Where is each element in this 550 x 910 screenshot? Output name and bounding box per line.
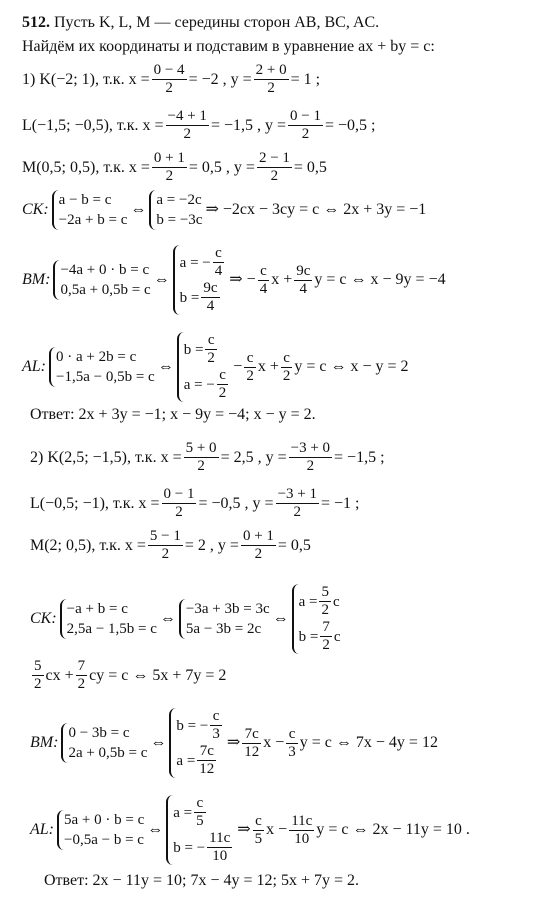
p1-k-pre: 1) K(−2; 1), т.к. x = <box>22 70 150 88</box>
p1-k-mid: = −2 , y = <box>188 70 252 88</box>
p1-bm-r-frac-1: $\frac{c}{4}$ <box>259 262 268 297</box>
p2-al-r1: ⇒ <box>237 821 251 838</box>
p2-ck-result-mid: cx + <box>45 666 74 684</box>
p2-ck-line <box>30 584 344 654</box>
p2-ck-system-2: −3a + 3b = 3c 5a − 3b = 2c <box>179 599 270 639</box>
p1-ck-arrow: ⇔ <box>130 201 147 218</box>
p1-ck-system-2: a = −2c b = −3c <box>149 190 202 230</box>
p1-bm-arrow: ⇔ <box>153 271 170 288</box>
p2-al-system-2: a = $\frac{c}{5}$ b = − $\frac{11c}{10}$ <box>166 795 234 865</box>
p1-al-r-frac-1: $\frac{c}{2}$ <box>246 349 254 384</box>
intro-line-2: Найдём их координаты и подставим в уравнение ax + by = c: <box>22 38 435 55</box>
p1-l-line <box>22 108 375 143</box>
p2-bm-label: BM: <box>30 734 59 751</box>
p2-k-mid: = 2,5 , y = <box>220 448 287 466</box>
p1-ck-result: ⇒ −2cx − 3cy = c ⇔ 2x + 3y = −1 <box>205 201 427 218</box>
p1-ck-system-1: a − b = c −2a + b = c <box>52 190 128 230</box>
p1-l-frac-y: $\frac{0 - 1}{2}$ <box>290 108 321 142</box>
p2-al-r-frac-1: $\frac{c}{5}$ <box>254 812 263 847</box>
p1-m-line <box>22 150 327 185</box>
p1-al-r-frac-2: $\frac{c}{2}$ <box>282 349 291 384</box>
p2-bm-r3: y = c ⇔ 7x − 4y = 12 <box>299 734 438 751</box>
p2-l-frac-y: $\frac{-3 + 1}{2}$ <box>277 486 317 520</box>
p2-ck-result-line <box>30 658 226 693</box>
p2-bm-line <box>30 708 438 778</box>
p2-m-frac-x: $\frac{5 - 1}{2}$ <box>149 528 181 562</box>
p2-bm-r-frac-1: $\frac{7c}{12}$ <box>244 725 260 760</box>
task-header <box>22 14 379 32</box>
p1-m-pre: M(0,5; 0,5), т.к. x = <box>22 158 150 176</box>
p2-al-r2: x − <box>266 821 288 838</box>
p1-al-system-1: 0 · a + 2b = c −1,5a − 0,5b = c <box>49 347 155 387</box>
p1-al-r3: y = c ⇔ x − y = 2 <box>294 358 409 375</box>
p2-bm-r2: x − <box>263 734 285 751</box>
p1-al-line <box>22 332 409 402</box>
p1-m-frac-y: $\frac{2 - 1}{2}$ <box>258 150 290 184</box>
p2-ck-arrow-1: ⇔ <box>159 610 176 627</box>
p2-ck-result-rest: cy = c ⇔ 5x + 7y = 2 <box>89 666 227 684</box>
p2-l-frac-x: $\frac{0 - 1}{2}$ <box>163 486 195 520</box>
p2-ck-result-frac-1: $\frac{5}{2}$ <box>34 658 42 692</box>
p2-l-line <box>30 486 359 521</box>
p1-answer: Ответ: 2x + 3y = −1; x − 9y = −4; x − y = 2. <box>30 406 316 423</box>
p2-l-end: = −1 ; <box>320 494 360 512</box>
p2-l-pre: L(−0,5; −1), т.к. x = <box>30 494 160 512</box>
p2-m-mid: = 2 , y = <box>184 536 239 554</box>
p2-l-mid: = −0,5 , y = <box>198 494 274 512</box>
p1-ck-label: CK: <box>22 201 49 218</box>
p2-ck-result-frac-2: $\frac{7}{2}$ <box>77 658 86 692</box>
p1-al-label: AL: <box>22 358 46 375</box>
p1-bm-r3: y = c ⇔ x − 9y = −4 <box>314 271 446 288</box>
p1-k-end: = 1 ; <box>290 70 321 88</box>
p2-k-end: = −1,5 ; <box>334 448 385 466</box>
p2-m-frac-y: $\frac{0 + 1}{2}$ <box>242 528 274 562</box>
p2-al-system-1: 5a + 0 · b = c −0,5a − b = c <box>57 810 144 850</box>
p2-k-pre: 2) K(2,5; −1,5), т.к. x = <box>30 448 182 466</box>
p1-l-mid: = −1,5 , y = <box>210 116 287 134</box>
p2-bm-r1: ⇒ <box>226 734 241 751</box>
p2-bm-system-2: b = − $\frac{c}{3}$ a = $\frac{7c}{12}$ <box>169 708 223 778</box>
p1-al-r1: − <box>233 358 243 375</box>
p2-ck-system-3: a = $\frac{5}{2}$ c b = $\frac{7}{2}$ c <box>292 584 341 654</box>
p2-m-end: = 0,5 <box>277 536 311 554</box>
p1-bm-r2: x + <box>271 271 293 288</box>
p2-ck-arrow-2: ⇔ <box>272 610 289 627</box>
p1-al-r2: x + <box>257 358 279 375</box>
p1-l-frac-x: $\frac{-4 + 1}{2}$ <box>167 108 207 142</box>
p2-al-line <box>30 795 470 865</box>
p2-m-pre: M(2; 0,5), т.к. x = <box>30 536 146 554</box>
p1-al-arrow: ⇔ <box>157 358 174 375</box>
p2-ck-system-1: −a + b = c 2,5a − 1,5b = c <box>60 599 157 639</box>
p2-answer: Ответ: 2x − 11y = 10; 7x − 4y = 12; 5x + 7y = 2. <box>44 872 359 889</box>
p1-k-frac-x: $\frac{0 - 4}{2}$ <box>153 62 185 96</box>
p1-k-frac-y: $\frac{2 + 0}{2}$ <box>255 62 287 96</box>
p1-ck-line <box>22 190 426 230</box>
p1-bm-line <box>22 245 446 315</box>
p1-bm-system-1: −4a + 0 · b = c 0,5a + 0,5b = c <box>53 260 150 300</box>
p2-al-label: AL: <box>30 821 54 838</box>
p1-k-line <box>22 62 320 97</box>
p1-bm-r-frac-2: $\frac{9c}{4}$ <box>296 262 311 297</box>
p2-bm-system-1: 0 − 3b = c 2a + 0,5b = c <box>61 723 147 763</box>
p1-l-end: = −0,5 ; <box>324 116 376 134</box>
p2-k-line <box>30 440 385 475</box>
p1-bm-system-2: a = − $\frac{c}{4}$ b = $\frac{9c}{4}$ <box>173 245 227 315</box>
p2-k-frac-x: $\frac{5 + 0}{2}$ <box>185 440 217 474</box>
p2-bm-r-frac-2: $\frac{c}{3}$ <box>288 725 296 760</box>
p2-ck-label: CK: <box>30 610 57 627</box>
p1-al-system-2: b = $\frac{c}{2}$ a = − $\frac{c}{2}$ <box>177 332 231 402</box>
p1-m-frac-x: $\frac{0 + 1}{2}$ <box>153 150 185 184</box>
p2-k-frac-y: $\frac{-3 + 0}{2}$ <box>290 440 331 474</box>
p2-al-r3: y = c ⇔ 2x − 11y = 10 . <box>316 821 470 838</box>
p2-bm-arrow: ⇔ <box>150 734 167 751</box>
p2-al-arrow: ⇔ <box>147 821 164 838</box>
p1-m-mid: = 0,5 , y = <box>188 158 255 176</box>
p1-bm-r1: ⇒ − <box>229 271 256 288</box>
p1-l-pre: L(−1,5; −0,5), т.к. x = <box>22 116 164 134</box>
task-number: 512. <box>22 14 50 31</box>
p2-al-r-frac-2: $\frac{11c}{10}$ <box>291 812 313 847</box>
p1-bm-label: BM: <box>22 271 51 288</box>
p2-m-line <box>30 528 311 563</box>
p1-m-end: = 0,5 <box>293 158 327 176</box>
intro-line-1: Пусть K, L, M — середины сторон AB, BC, AC. <box>54 14 380 31</box>
